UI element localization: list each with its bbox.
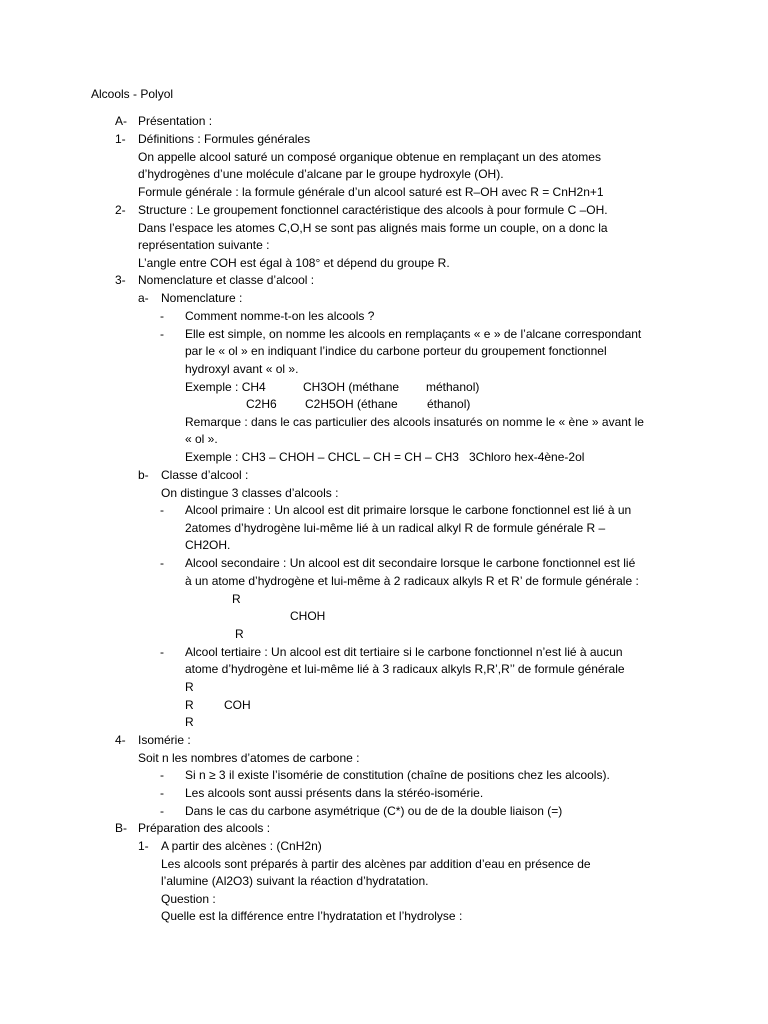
example-formula: C2H5OH (éthane [305, 397, 398, 411]
document-title: Alcools - Polyol [91, 87, 174, 101]
item-b1-number: 1- [138, 839, 149, 853]
text-line: Formule générale : la formule générale d’un alcool saturé est R–OH avec R = CnH2n+1 [138, 185, 604, 199]
section-b-heading: Préparation des alcools : [138, 821, 271, 835]
example-name: éthanol) [427, 397, 471, 411]
example-formula: CH3OH (méthane [303, 380, 400, 394]
subitem-b-heading: Classe d’alcool : [161, 468, 249, 482]
bullet-dash: - [160, 503, 164, 517]
item-1-number: 1- [115, 132, 126, 146]
text-line: Alcool primaire : Un alcool est dit primaire lorsque le carbone fonctionnel est lié à un [185, 503, 632, 517]
text-line: d’hydrogènes d’une molécule d’alcane par le groupe hydroxyle (OH). [138, 167, 504, 181]
example-name: 3Chloro hex-4ène-2ol [469, 450, 585, 464]
bullet-dash: - [160, 645, 164, 659]
example-label: Exemple : CH4 [185, 380, 266, 394]
example-formula: Exemple : CH3 – CHOH – CHCL – CH = CH – CH3 [185, 450, 459, 464]
bullet-dash: - [160, 768, 164, 782]
example-name: méthanol) [426, 380, 480, 394]
text-line: On appelle alcool saturé un composé organique obtenue en remplaçant un des atomes [138, 150, 601, 164]
text-line: Comment nomme-t-on les alcools ? [185, 309, 375, 323]
bullet-dash: - [160, 786, 164, 800]
text-line: Elle est simple, on nomme les alcools en remplaçants « e » de l’alcane correspondant [185, 327, 642, 341]
text-line: l’alumine (Al2O3) suivant la réaction d’hydratation. [161, 874, 429, 888]
bullet-dash: - [160, 556, 164, 570]
item-b1-heading: A partir des alcènes : (CnH2n) [161, 839, 322, 853]
question-label: Question : [161, 892, 216, 906]
text-line: L’angle entre COH est égal à 108° et dépend du groupe R. [138, 256, 450, 270]
subitem-a-number: a- [138, 291, 149, 305]
remark-text: « ol ». [185, 432, 218, 446]
section-a-number: A- [115, 114, 127, 128]
question-text: Quelle est la différence entre l’hydratation et l’hydrolyse : [161, 909, 463, 923]
text-line: Alcool tertiaire : Un alcool est dit tertiaire si le carbone fonctionnel n’est lié à aucun [185, 645, 623, 659]
formula-r: R [232, 592, 241, 606]
text-line: 2atomes d’hydrogène lui-même lié à un radical alkyl R de formule générale R – [185, 521, 606, 535]
text-line: par le « ol » en indiquant l’indice du carbone porteur du groupement fonctionnel [185, 344, 607, 358]
text-line: Dans l’espace les atomes C,O,H se sont pas alignés mais forme un couple, on a donc la [138, 221, 608, 235]
item-4-number: 4- [115, 733, 126, 747]
formula-choh: CHOH [290, 609, 326, 623]
formula-r: R [185, 680, 194, 694]
subitem-b-number: b- [138, 468, 149, 482]
formula-coh: COH [224, 698, 251, 712]
text-line: Dans le cas du carbone asymétrique (C*) ou de de la double liaison (=) [185, 804, 563, 818]
text-line: atome d’hydrogène et lui-même lié à 3 radicaux alkyls R,R’,R’’ de formule générale [185, 662, 625, 676]
text-line: représentation suivante : [138, 238, 270, 252]
text-line: Soit n les nombres d’atomes de carbone : [138, 751, 360, 765]
text-line: Si n ≥ 3 il existe l’isomérie de constitution (chaîne de positions chez les alcools). [185, 768, 610, 782]
text-line: Les alcools sont aussi présents dans la stéréo-isomérie. [185, 786, 484, 800]
text-line: Alcool secondaire : Un alcool est dit secondaire lorsque le carbone fonctionnel est lié [185, 556, 636, 570]
section-a-heading: Présentation : [138, 114, 213, 128]
formula-r: R [185, 698, 194, 712]
bullet-dash: - [160, 309, 164, 323]
section-b-number: B- [115, 821, 127, 835]
bullet-dash: - [160, 804, 164, 818]
item-2-number: 2- [115, 203, 126, 217]
text-line: Les alcools sont préparés à partir des alcènes par addition d’eau en présence de [161, 857, 591, 871]
text-line: On distingue 3 classes d’alcools : [161, 486, 339, 500]
formula-r: R [185, 715, 194, 729]
example-formula: C2H6 [246, 397, 277, 411]
bullet-dash: - [160, 327, 164, 341]
item-3-heading: Nomenclature et classe d’alcool : [138, 273, 315, 287]
text-line: CH2OH. [185, 538, 231, 552]
text-line: hydroxyl avant « ol ». [185, 362, 299, 376]
text-line: à un atome d’hydrogène et lui-même à 2 radicaux alkyls R et R’ de formule générale : [185, 574, 639, 588]
item-2-heading: Structure : Le groupement fonctionnel caractéristique des alcools à pour formule C –OH. [138, 203, 608, 217]
formula-r: R [235, 627, 244, 641]
remark-text: Remarque : dans le cas particulier des alcools insaturés on nomme le « ène » avant le [185, 415, 644, 429]
subitem-a-heading: Nomenclature : [161, 291, 243, 305]
item-3-number: 3- [115, 273, 126, 287]
item-4-heading: Isomérie : [138, 733, 191, 747]
item-1-heading: Définitions : Formules générales [138, 132, 311, 146]
